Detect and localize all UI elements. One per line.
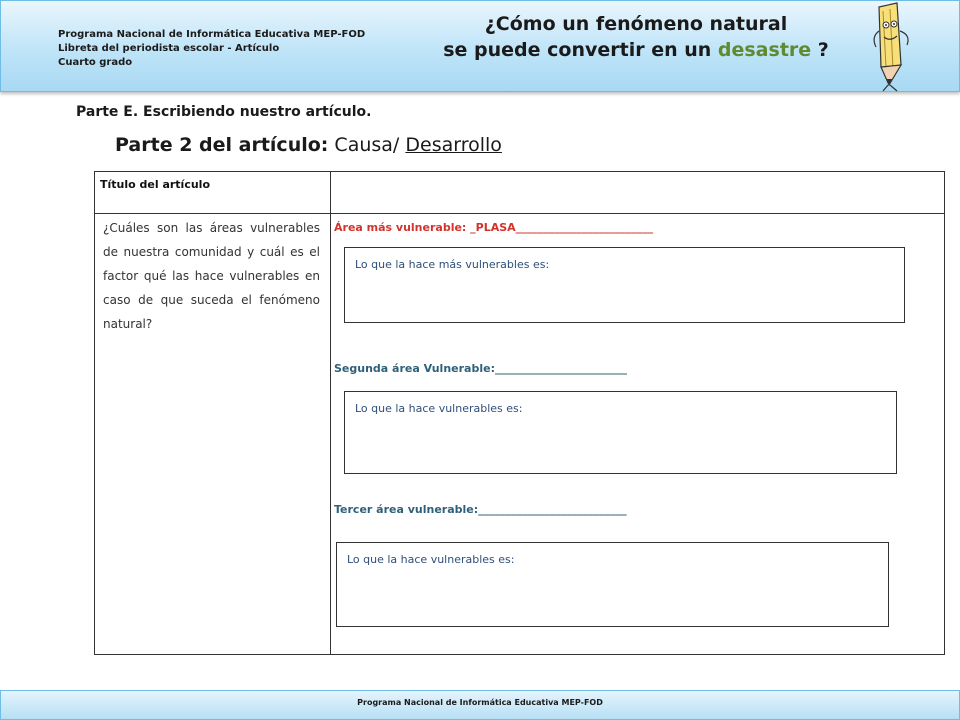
title-cell-label: Título del artículo xyxy=(100,178,211,191)
article-table xyxy=(94,171,945,655)
title-line-2 xyxy=(431,37,841,63)
page-title xyxy=(431,11,841,63)
area-3-box[interactable] xyxy=(336,542,889,627)
part-2-cause: Causa/ xyxy=(328,134,406,156)
article-part-heading xyxy=(115,134,502,156)
area-1-box-label: Lo que la hace más vulnerables es: xyxy=(355,258,550,271)
footer-text: Programa Nacional de Informática Educativa MEP-FOD xyxy=(357,698,603,707)
part-2-label: Parte 2 del artículo: xyxy=(115,134,329,156)
title-line-2-suffix: ? xyxy=(811,39,829,61)
section-heading: Parte E. Escribiendo nuestro artículo. xyxy=(76,104,372,120)
area-2-box[interactable] xyxy=(344,391,897,474)
question-cell: ¿Cuáles son las áreas vulnerables de nuestra comunidad y cuál es el factor qué las hace vulnerables en caso de que suceda el fenómeno natural? xyxy=(103,221,320,331)
area-1-label: Área más vulnerable: _PLASA_________________________ xyxy=(334,221,654,234)
area-2-label: Segunda área Vulnerable:________________________ xyxy=(334,362,627,375)
table-divider-vertical xyxy=(330,172,331,654)
title-line-2-prefix: se puede convertir en un xyxy=(443,39,718,61)
program-name: Programa Nacional de Informática Educativa MEP-FOD xyxy=(58,29,366,40)
area-1-box[interactable] xyxy=(344,247,905,323)
program-info xyxy=(58,28,365,70)
title-line-1: ¿Cómo un fenómeno natural xyxy=(484,13,788,35)
area-2-box-label: Lo que la hace vulnerables es: xyxy=(355,402,523,415)
part-2-development: Desarrollo xyxy=(405,134,502,156)
grade-label: Cuarto grado xyxy=(58,57,133,68)
header-banner xyxy=(0,0,960,92)
pencil-character-icon xyxy=(867,1,917,93)
area-3-box-label: Lo que la hace vulnerables es: xyxy=(347,553,515,566)
title-accent-word: desastre xyxy=(717,39,812,61)
area-3-label: Tercer área vulnerable:___________________________ xyxy=(334,503,627,516)
footer-banner xyxy=(0,690,960,720)
table-divider-horizontal xyxy=(95,213,944,214)
notebook-name: Libreta del periodista escolar - Artículo xyxy=(58,43,280,54)
